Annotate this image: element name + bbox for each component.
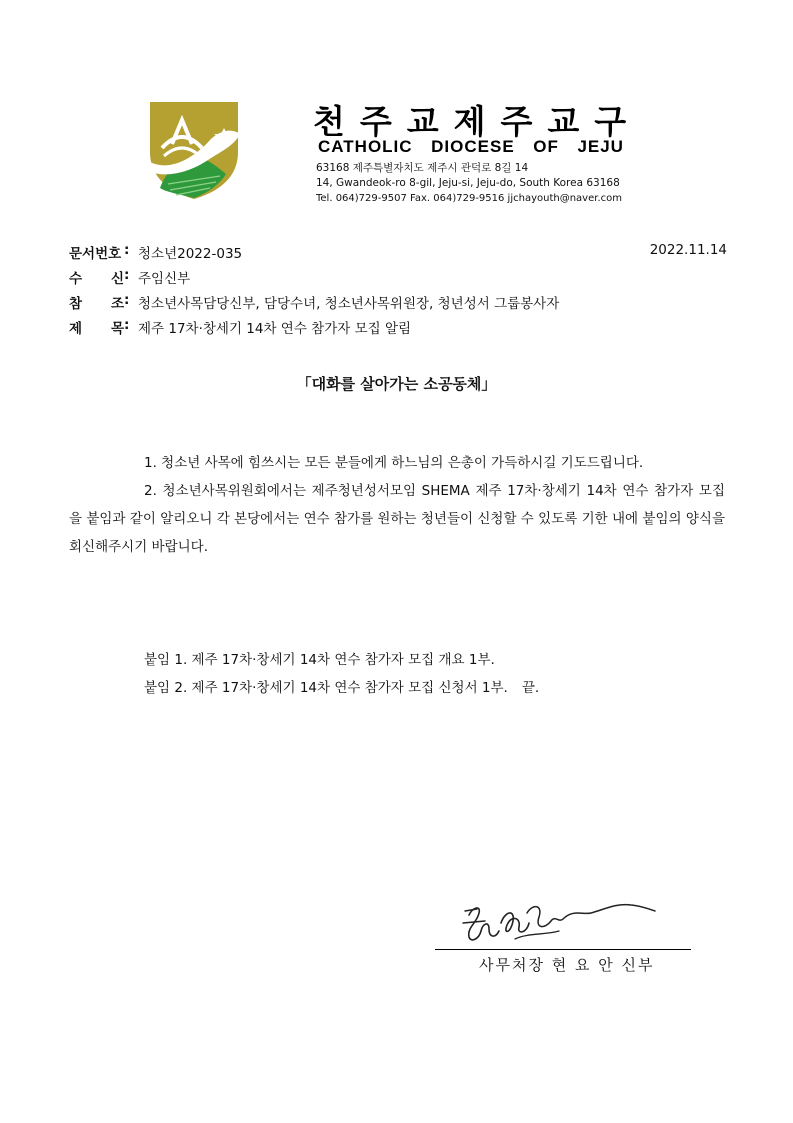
meta-cc: [69, 292, 559, 312]
meta-value: 제주 17차·창세기 14차 연수 참가자 모집 알림: [138, 321, 412, 337]
org-name-word: OF: [533, 137, 559, 156]
org-name-word: DIOCESE: [431, 137, 515, 156]
meta-label: 수 신: [69, 271, 124, 287]
org-name-word: CATHOLIC: [318, 137, 413, 156]
meta-colon: :: [124, 317, 130, 333]
body-paragraph-1: 1. 청소년 사목에 힘쓰시는 모든 분들에게 하느님의 은총이 가득하시길 기도드립니다.: [144, 455, 644, 471]
meta-value: 주임신부: [138, 271, 191, 287]
meta-value: 청소년사목담당신부, 담당수녀, 청소년사목위원장, 청년성서 그룹봉사자: [138, 296, 560, 312]
meta-colon: :: [124, 267, 130, 283]
meta-doc-number: [69, 242, 242, 262]
meta-label: 참 조: [69, 296, 124, 312]
meta-recipient: [69, 267, 190, 287]
org-name-word: JEJU: [577, 137, 624, 156]
body-paragraph-2: 2. 청소년사목위원회에서는 제주청년성서모임 SHEMA 제주 17차·창세기 14차 연수 참가자 모집을 붙임과 같이 알리오니 각 본당에서는 연수 참가를 원하는 청년들이 신청할 수 있도록 기한 내에 붙임의 양식을 회신해주시기 바랍니다.: [69, 483, 725, 555]
meta-colon: :: [124, 292, 130, 308]
org-name-english: [318, 137, 624, 157]
address-english: 14, Gwandeok-ro 8-gil, Jeju-si, Jeju-do, South Korea 63168: [316, 177, 620, 189]
document-date: 2022.11.14: [649, 242, 727, 258]
meta-label: 제 목: [69, 321, 124, 337]
attachment-item-1: 붙임 1. 제주 17차·창세기 14차 연수 참가자 모집 개요 1부.: [144, 652, 495, 668]
pastoral-theme-heading: 「대화를 살아가는 소공동체」: [296, 375, 497, 393]
diocese-crest-logo: [146, 100, 242, 200]
attachment-item-2: [144, 676, 539, 696]
meta-subject: [69, 317, 411, 337]
meta-colon: :: [124, 242, 130, 258]
end-mark: 끝.: [521, 680, 540, 696]
signature-line: [435, 949, 691, 950]
handwritten-signature: [455, 893, 660, 951]
address-korean: 63168 제주특별자치도 제주시 관덕로 8길 14: [316, 162, 529, 174]
contact-info: Tel. 064)729-9507 Fax. 064)729-9516 jjchayouth@naver.com: [316, 193, 622, 204]
signer-name: 사무처장 현 요 안 신부: [479, 956, 655, 974]
meta-label: 문서번호: [69, 246, 122, 262]
attachment-text: 붙임 2. 제주 17차·창세기 14차 연수 참가자 모집 신청서 1부.: [144, 680, 508, 696]
meta-value: 청소년2022-035: [138, 246, 243, 262]
org-name-korean: 천주교제주교구: [313, 102, 642, 141]
